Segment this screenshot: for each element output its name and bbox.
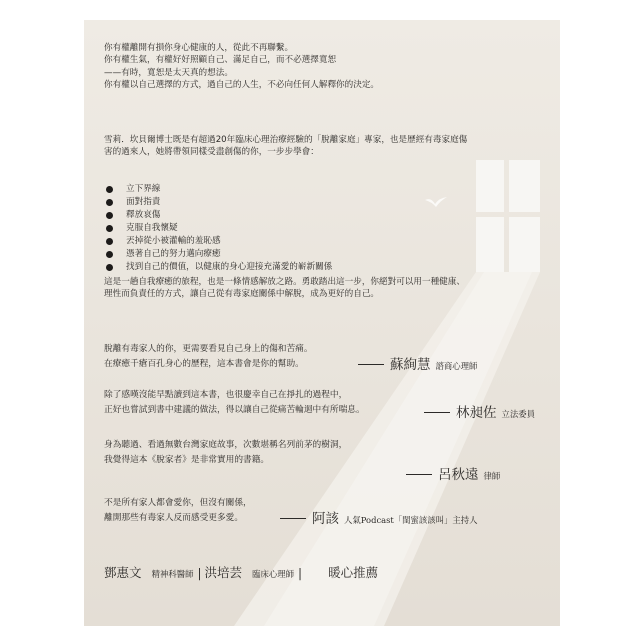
conclusion-line: 理性而負責任的方式，讓自己從有毒家庭關係中解脫，成為更好的自己。 — [104, 289, 380, 300]
bird-icon — [423, 196, 449, 210]
endorser-title: 律師 — [483, 471, 501, 481]
bullet-icon — [106, 212, 113, 219]
conclusion-paragraph — [104, 276, 465, 301]
dash-divider — [358, 364, 384, 365]
list-item: 憑著自己的努力邁向療癒 — [104, 248, 332, 261]
endorsement-quote: 不是所有家人都會愛你，但沒有關係， 離開那些有毒家人反而感受更多愛。 — [104, 498, 252, 523]
endorsement-quote: 脫離有毒家人的你，更需要看見自己身上的傷和苦痛。 在療癒千瘡百孔身心的歷程，這本書會是你的幫助。 — [104, 344, 313, 369]
endorsement-quote: 身為聽過、看過無數台灣家庭故事，次數堪稱名列前茅的樹洞， 我覺得這本《脫家者》是非常實用的書籍。 — [104, 440, 348, 465]
recommender-name: 洪培芸 — [204, 565, 243, 580]
light-beam-decoration — [84, 20, 560, 626]
dash-divider — [424, 412, 450, 413]
intro-line: 你有權以自己選擇的方式，過自己的人生，不必向任何人解釋你的決定。 — [104, 80, 380, 91]
endorsement-quote: 除了感嘆沒能早點讀到這本書，也很慶幸自己在掙扎的過程中， 正好也嘗試到書中建議的做法，得以讓自己從痛苦輪迴中有所喘息。 — [104, 390, 365, 415]
intro-paragraph — [104, 42, 379, 92]
endorser-title: 人氣Podcast「閨蜜該該叫」主持人 — [344, 515, 478, 525]
back-cover — [84, 20, 560, 626]
endorsement-attribution — [406, 463, 500, 483]
recommenders-line — [104, 562, 378, 581]
dash-divider — [406, 474, 432, 475]
list-item: 找到自己的價值，以健康的身心迎接充滿愛的嶄新關係 — [104, 261, 332, 274]
endorser-title: 諮商心理師 — [435, 361, 478, 371]
window-pane — [509, 160, 540, 212]
bullet-icon — [106, 186, 113, 193]
list-item: 釋放哀傷 — [104, 209, 332, 222]
bullet-icon — [106, 251, 113, 258]
recommend-label: 暖心推薦 — [328, 565, 379, 580]
endorser-name: 蘇絢慧 — [390, 357, 431, 373]
endorsement-attribution — [280, 507, 478, 527]
window-pane — [476, 160, 504, 212]
author-intro-paragraph — [104, 134, 467, 159]
window-pane — [476, 217, 504, 272]
intro-line: ——有時，寬恕是太天真的想法。 — [104, 67, 233, 78]
window-pane — [509, 217, 540, 272]
list-item: 丟掉從小被灌輸的羞恥感 — [104, 235, 332, 248]
bullet-icon — [106, 238, 113, 245]
dash-divider — [280, 518, 306, 519]
separator: | — [298, 566, 303, 580]
bullet-icon — [106, 225, 113, 232]
author-intro-line: 雪莉．坎貝爾博士既是有超過20年臨床心理治療經驗的「脫離家庭」專家，也是歷經有毒家庭傷 — [104, 135, 468, 145]
intro-line: 你有權生氣，有權好好照顧自己、滿足自己，而不必選擇寬恕 — [104, 55, 337, 66]
list-item: 面對指責 — [104, 196, 332, 209]
steps-list — [104, 183, 332, 274]
bullet-icon — [106, 264, 113, 271]
list-item: 克服自我懷疑 — [104, 222, 332, 235]
recommender-title: 精神科醫師 — [151, 569, 194, 579]
intro-line: 你有權離開有損你身心健康的人，從此不再聯繫。 — [104, 43, 294, 53]
list-item: 立下界線 — [104, 183, 332, 196]
endorser-name: 呂秋遠 — [438, 467, 479, 483]
author-intro-line: 害的過來人，她將帶領同樣受盡創傷的你，一步步學會： — [104, 147, 319, 158]
conclusion-line: 這是一趟自我療癒的旅程，也是一條情感解放之路。勇敢踏出這一步，你絕對可以用一種健康、 — [104, 277, 465, 287]
separator: | — [197, 566, 202, 580]
recommender-name: 鄧惠文 — [104, 565, 142, 580]
bullet-icon — [106, 199, 113, 206]
endorsement-attribution — [358, 353, 477, 373]
recommender-title: 臨床心理師 — [252, 569, 295, 579]
endorser-title: 立法委員 — [501, 409, 535, 419]
endorser-name: 阿該 — [312, 511, 339, 527]
endorser-name: 林昶佐 — [456, 405, 497, 421]
endorsement-attribution — [424, 401, 535, 421]
